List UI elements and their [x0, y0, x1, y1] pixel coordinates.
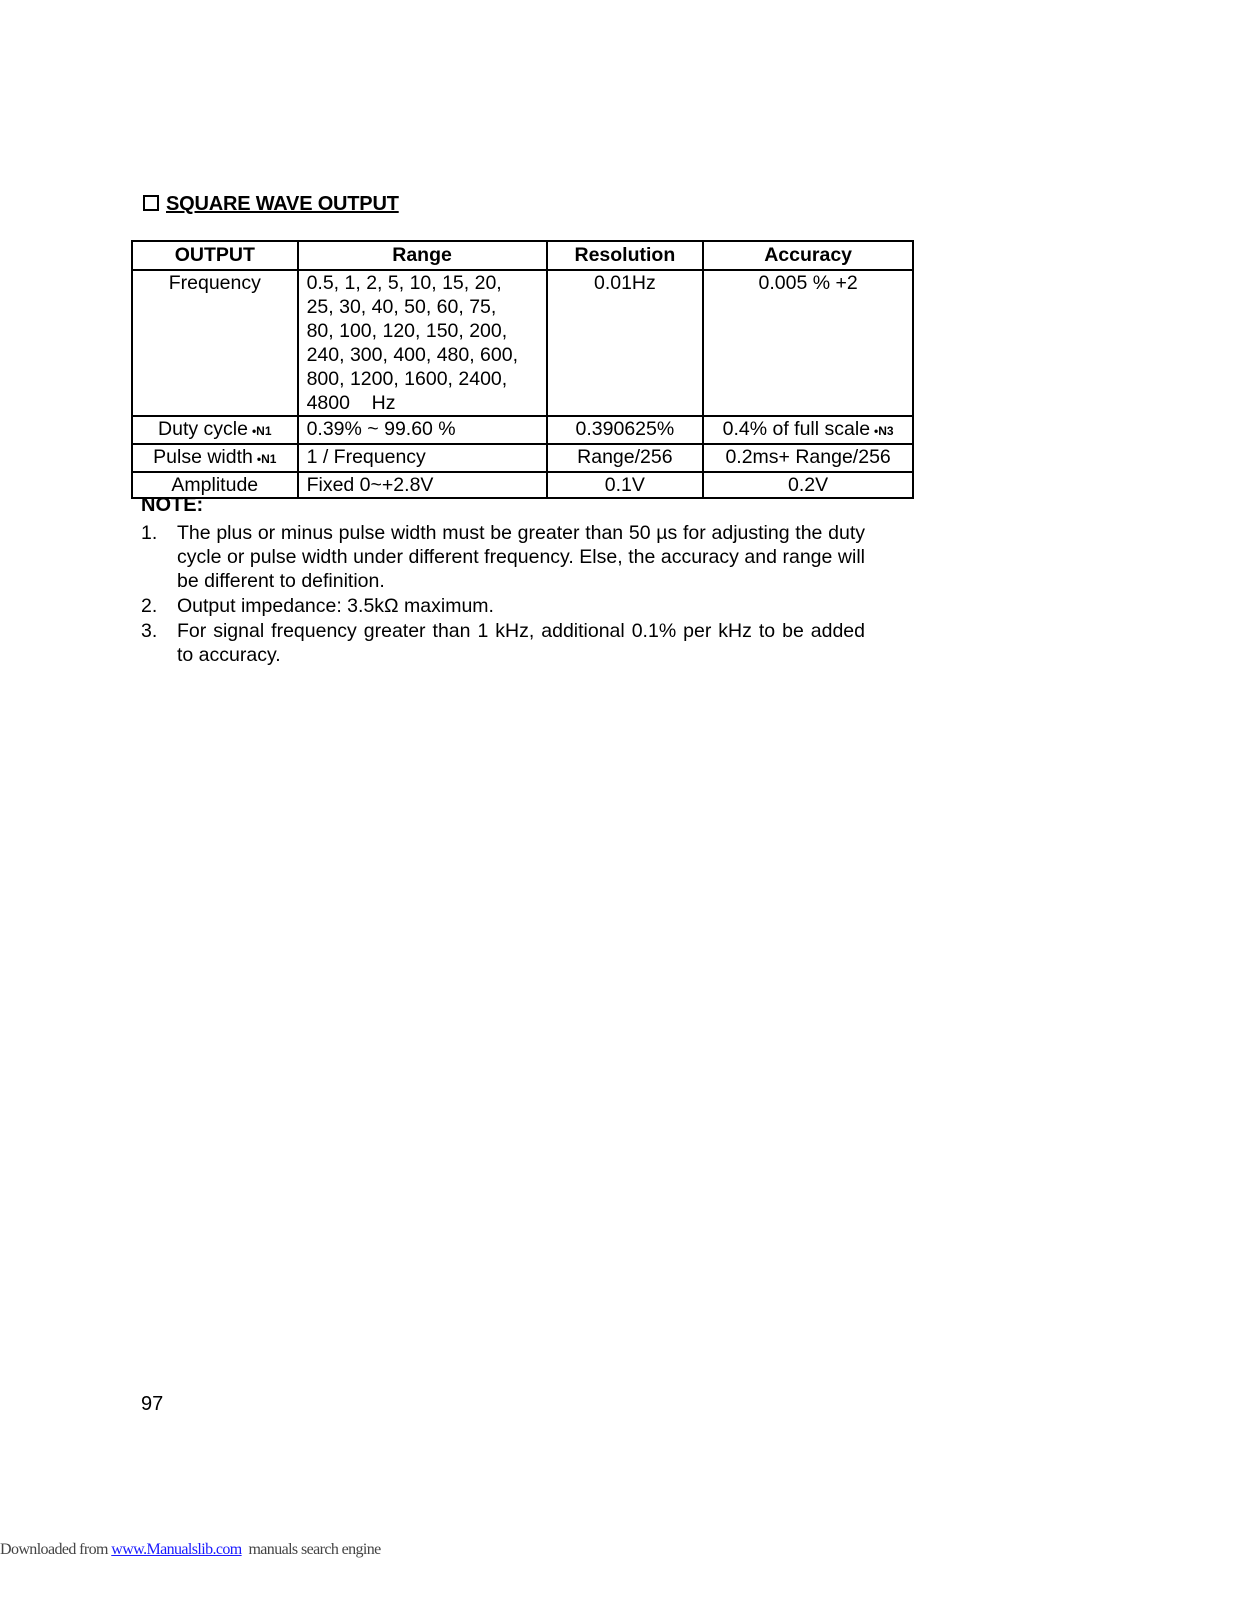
accuracy-cell: [703, 270, 913, 416]
accuracy-cell: [703, 444, 913, 472]
spec-table: [131, 240, 914, 499]
accuracy-value: 0.4% of full scale: [722, 418, 871, 440]
note-text: For signal frequency greater than 1 kHz, additional 0.1% per kHz to be added to accuracy.: [177, 620, 865, 666]
section-title: [143, 193, 399, 216]
notes-list: [141, 521, 865, 668]
output-label: Frequency: [168, 272, 261, 294]
range-cell: [298, 444, 547, 472]
note-item: [141, 521, 865, 593]
range-line: 0.39% ~ 99.60 %: [306, 418, 456, 440]
note-ref-n1: •N1: [256, 452, 277, 466]
table-row: [132, 472, 913, 498]
range-line: 0.5, 1, 2, 5, 10, 15, 20,: [306, 272, 502, 294]
note-text: Output impedance: 3.5kΩ maximum.: [177, 595, 494, 617]
accuracy-cell: [703, 472, 913, 498]
range-line: Fixed 0~+2.8V: [306, 474, 434, 496]
accuracy-value: 0.2V: [788, 474, 829, 496]
column-header-resolution: Resolution: [547, 241, 704, 270]
range-cell: [298, 270, 547, 416]
range-line: 80, 100, 120, 150, 200,: [306, 320, 508, 342]
resolution-cell: 0.390625%: [547, 416, 704, 444]
output-label: Duty cycle: [158, 418, 248, 440]
table-row: [132, 444, 913, 472]
note-number: 2.: [141, 595, 158, 617]
table-header-row: [132, 241, 913, 270]
range-cell: [298, 416, 547, 444]
note-ref-n1: •N1: [251, 424, 272, 438]
footer-prefix: Downloaded from: [0, 1541, 112, 1558]
column-header-range: Range: [298, 241, 547, 270]
accuracy-value: 0.005 % +2: [758, 272, 858, 294]
resolution-cell: 0.1V: [547, 472, 704, 498]
download-footer: [0, 1541, 381, 1559]
range-line: 1 / Frequency: [306, 446, 426, 468]
range-line: 4800 Hz: [306, 392, 396, 414]
note-number: 1.: [141, 522, 158, 544]
range-line: 25, 30, 40, 50, 60, 75,: [306, 296, 497, 318]
footer-suffix: manuals search engine: [241, 1541, 381, 1558]
resolution-cell: Range/256: [547, 444, 704, 472]
range-line: 240, 300, 400, 480, 600,: [306, 344, 519, 366]
resolution-cell: 0.01Hz: [547, 270, 704, 416]
column-header-output: OUTPUT: [132, 241, 298, 270]
note-item: [141, 594, 865, 618]
output-cell: [132, 416, 298, 444]
output-label: Pulse width: [153, 446, 253, 468]
checkbox-square-icon: [143, 195, 159, 211]
note-number: 3.: [141, 620, 158, 642]
section-title-text: SQUARE WAVE OUTPUT: [166, 193, 399, 215]
column-header-accuracy: Accuracy: [703, 241, 913, 270]
output-label: Amplitude: [171, 474, 259, 496]
range-line: 800, 1200, 1600, 2400,: [306, 368, 508, 390]
output-cell: [132, 270, 298, 416]
output-cell: [132, 444, 298, 472]
note-text: The plus or minus pulse width must be greater than 50 µs for adjusting the duty cycle or pulse width under different frequency. Else, the accuracy and range will be different to definition.: [177, 522, 865, 592]
range-cell: [298, 472, 547, 498]
table-row: [132, 270, 913, 416]
note-item: [141, 619, 865, 667]
accuracy-cell: [703, 416, 913, 444]
manualslib-link[interactable]: www.Manualslib.com: [111, 1541, 242, 1558]
note-ref-n3: •N3: [874, 424, 894, 438]
table-row: [132, 416, 913, 444]
notes-title: NOTE:: [141, 494, 204, 516]
accuracy-value: 0.2ms+ Range/256: [725, 446, 891, 468]
page-number: 97: [141, 1393, 164, 1415]
